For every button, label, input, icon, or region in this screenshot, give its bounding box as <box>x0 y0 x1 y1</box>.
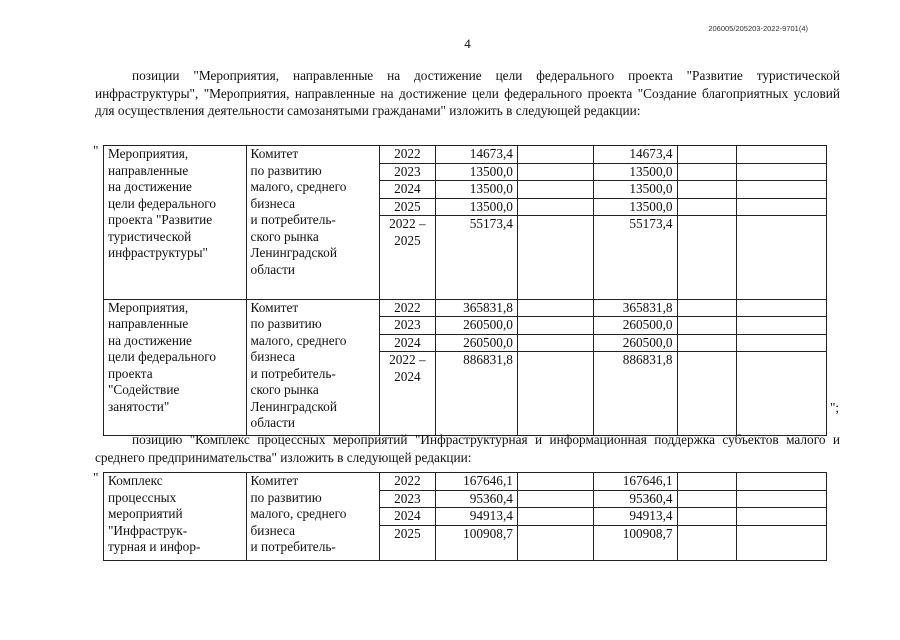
regional-value-cell: 13500,0 <box>594 198 677 216</box>
federal-value-cell <box>517 473 593 491</box>
total-value-cell: 365831,8 <box>435 299 517 317</box>
regional-value-cell: 365831,8 <box>594 299 677 317</box>
total-value-cell: 167646,1 <box>435 473 517 491</box>
total-value-cell: 260500,0 <box>435 334 517 352</box>
year-cell: 2022 – 2025 <box>379 216 435 300</box>
federal-value-cell <box>517 508 593 526</box>
local-value-cell <box>677 334 736 352</box>
group-2-activity-name: Мероприятия, направленные на достижение цели федерального проекта "Содействие занятости" <box>104 299 247 435</box>
total-value-cell: 260500,0 <box>435 317 517 335</box>
total-value-cell: 886831,8 <box>435 352 517 436</box>
group-1-activity-name: Мероприятия, направленные на достижение цели федерального проекта "Развитие туристической инфраструктуры" <box>104 146 247 300</box>
regional-value-cell: 100908,7 <box>594 525 677 560</box>
year-cell: 2023 <box>379 317 435 335</box>
regional-value-cell: 167646,1 <box>594 473 677 491</box>
federal-value-cell <box>517 198 593 216</box>
local-value-cell <box>677 146 736 164</box>
other-value-cell <box>736 473 826 491</box>
group-2-responsible-org: Комитет по развитию малого, среднего бизнеса и потребитель- ского рынка Ленинградской области <box>246 299 379 435</box>
local-value-cell <box>677 473 736 491</box>
total-value-cell: 94913,4 <box>435 508 517 526</box>
table-row <box>104 146 827 164</box>
federal-value-cell <box>517 216 593 300</box>
other-value-cell <box>736 163 826 181</box>
group-1-responsible-org: Комитет по развитию малого, среднего бизнеса и потребитель- ского рынка Ленинградской области <box>246 146 379 300</box>
federal-value-cell <box>517 490 593 508</box>
table1-open-quote: " <box>93 143 99 158</box>
document-id: 206005/205203-2022-9701(4) <box>708 24 808 33</box>
local-value-cell <box>677 490 736 508</box>
year-cell: 2024 <box>379 334 435 352</box>
table-row <box>104 473 827 491</box>
local-value-cell <box>677 508 736 526</box>
other-value-cell <box>736 299 826 317</box>
regional-value-cell: 260500,0 <box>594 317 677 335</box>
other-value-cell <box>736 181 826 199</box>
regional-value-cell: 95360,4 <box>594 490 677 508</box>
paragraph-positions-intro: позиции "Мероприятия, направленные на достижение цели федерального проекта "Развитие туристической инфраструктуры", "Мероприятия, направленные на достижение цели федерального проекта "Создание благоприятных условий для осуществления деятельности самозанятыми гражданами" изложить в следующей редакции: <box>95 68 840 118</box>
other-value-cell <box>736 146 826 164</box>
federal-value-cell <box>517 334 593 352</box>
local-value-cell <box>677 352 736 436</box>
regional-value-cell: 260500,0 <box>594 334 677 352</box>
total-value-cell: 95360,4 <box>435 490 517 508</box>
federal-value-cell <box>517 352 593 436</box>
total-value-cell: 55173,4 <box>435 216 517 300</box>
local-value-cell <box>677 163 736 181</box>
local-value-cell <box>677 181 736 199</box>
year-cell: 2023 <box>379 490 435 508</box>
table-process-complex <box>103 472 827 561</box>
regional-value-cell: 886831,8 <box>594 352 677 436</box>
federal-value-cell <box>517 525 593 560</box>
other-value-cell <box>736 198 826 216</box>
total-value-cell: 13500,0 <box>435 181 517 199</box>
federal-value-cell <box>517 317 593 335</box>
regional-value-cell: 13500,0 <box>594 181 677 199</box>
local-value-cell <box>677 525 736 560</box>
regional-value-cell: 94913,4 <box>594 508 677 526</box>
federal-value-cell <box>517 163 593 181</box>
total-value-cell: 13500,0 <box>435 163 517 181</box>
table-federal-projects <box>103 145 827 436</box>
year-cell: 2024 <box>379 508 435 526</box>
year-cell: 2024 <box>379 181 435 199</box>
year-cell: 2022 – 2024 <box>379 352 435 436</box>
other-value-cell <box>736 317 826 335</box>
regional-value-cell: 14673,4 <box>594 146 677 164</box>
complex-activity-name: Комплекс процессных мероприятий "Инфраструк- турная и инфор- <box>104 473 247 561</box>
local-value-cell <box>677 299 736 317</box>
other-value-cell <box>736 216 826 300</box>
federal-value-cell <box>517 181 593 199</box>
total-value-cell: 14673,4 <box>435 146 517 164</box>
other-value-cell <box>736 490 826 508</box>
year-cell: 2023 <box>379 163 435 181</box>
paragraph-complex-intro: позицию "Комплекс процессных мероприятий "Инфраструктурная и информационная поддержка субъектов малого и среднего предпринимательства" изложить в следующей редакции: <box>95 432 840 465</box>
regional-value-cell: 55173,4 <box>594 216 677 300</box>
local-value-cell <box>677 317 736 335</box>
complex-responsible-org: Комитет по развитию малого, среднего бизнеса и потребитель- <box>246 473 379 561</box>
local-value-cell <box>677 216 736 300</box>
federal-value-cell <box>517 146 593 164</box>
table-row <box>104 299 827 317</box>
page-number: 4 <box>464 36 471 51</box>
year-cell: 2022 <box>379 473 435 491</box>
other-value-cell <box>736 508 826 526</box>
regional-value-cell: 13500,0 <box>594 163 677 181</box>
year-cell: 2022 <box>379 299 435 317</box>
federal-value-cell <box>517 299 593 317</box>
year-cell: 2025 <box>379 198 435 216</box>
local-value-cell <box>677 198 736 216</box>
total-value-cell: 100908,7 <box>435 525 517 560</box>
other-value-cell <box>736 525 826 560</box>
table2-open-quote: " <box>93 470 99 485</box>
other-value-cell <box>736 334 826 352</box>
table1-close-quote: "; <box>830 400 840 415</box>
year-cell: 2025 <box>379 525 435 560</box>
other-value-cell <box>736 352 826 436</box>
year-cell: 2022 <box>379 146 435 164</box>
total-value-cell: 13500,0 <box>435 198 517 216</box>
